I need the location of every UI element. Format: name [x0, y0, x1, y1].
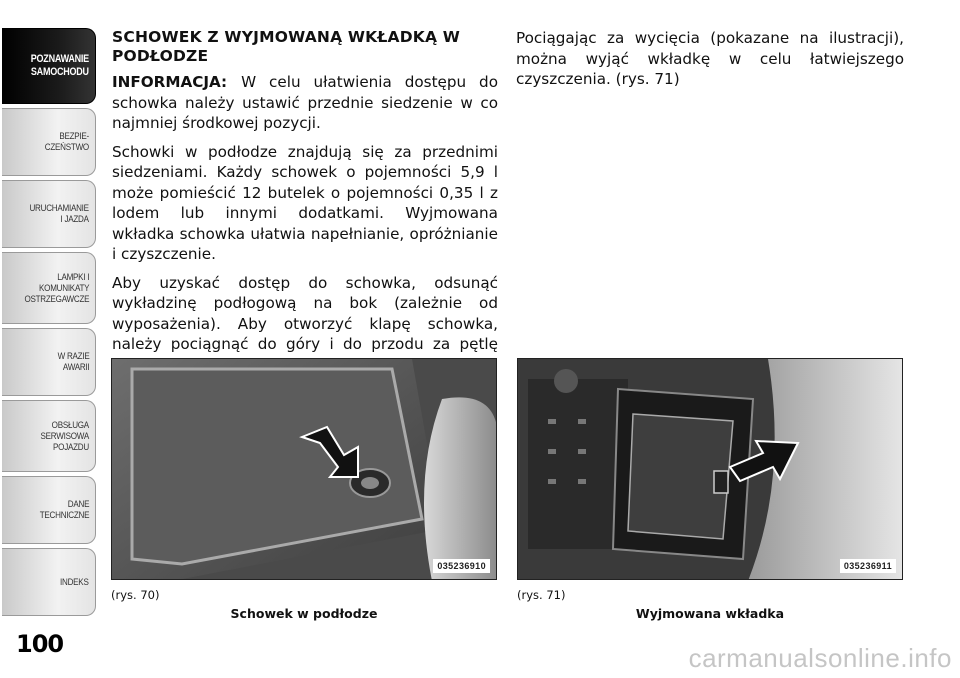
tab-w-razie-awarii[interactable]: [2, 328, 96, 396]
tab-label: OBSŁUGA SERWISOWA POJAZDU: [40, 419, 89, 453]
tab-indeks[interactable]: [2, 548, 96, 616]
tab-poznawanie-samochodu[interactable]: [2, 28, 96, 104]
tab-bezpieczenstwo[interactable]: [2, 108, 96, 176]
section-heading: SCHOWEK Z WYJMOWANĄ WKŁADKĄ W PODŁODZE: [112, 28, 461, 65]
removable-insert-illustration: [518, 359, 903, 580]
watermark: carmanualsonline.info: [688, 643, 952, 673]
figure-floor-bin: [111, 358, 497, 580]
figure-caption: Schowek w podłodze: [230, 606, 378, 621]
tab-obsluga-serwisowa[interactable]: [2, 400, 96, 472]
paragraph-remove-insert: Pociągając za wycięcia (pokazane na ilustracji), można wyjąć wkładkę w celu łatwiejszego czyszczenia. (rys. 71): [516, 29, 904, 88]
left-text-column: [112, 28, 498, 383]
tab-uruchamianie-i-jazda[interactable]: [2, 180, 96, 248]
tab-label: BEZPIE- CZEŃSTWO: [44, 131, 89, 153]
page-number: 100: [16, 630, 64, 658]
floor-bin-illustration: [112, 359, 497, 580]
info-paragraph: [112, 72, 498, 134]
chapter-sidebar: [0, 0, 100, 678]
paragraph-capacity: Schowki w podłodze znajdują się za przednimi siedzeniami. Każdy schowek o pojemności 5,9 l może pomieścić 12 butelek o pojemności 0,35 l z lodem lub innymi dodatkami. Wyjmowana wkładka schowka ułatwia napełnianie, opróżnianie i czyszczenie.: [112, 142, 498, 263]
figure-code: 035236910: [433, 559, 490, 573]
paragraph-access: Aby uzyskać dostęp do schowka, odsunąć wykładzinę podłogową na bok (zależnie od wyposażenia). Aby otworzyć klapę schowka, należy pociągnąć do góry i do przodu za pętlę: [112, 273, 498, 353]
figure-code: 035236911: [840, 559, 896, 573]
tab-label: DANE TECHNICZNE: [39, 499, 89, 521]
tab-label: URUCHAMIANIE I JAZDA: [29, 203, 89, 225]
figure-ref: (rys. 71): [517, 588, 566, 602]
tab-label: W RAZIE AWARII: [57, 351, 89, 373]
tab-lampki-i-komunikaty[interactable]: [2, 252, 96, 324]
tab-label: INDEKS: [60, 576, 89, 588]
figure-removable-insert: [517, 358, 903, 580]
tab-label: LAMPKI I KOMUNIKATY OSTRZEGAWCZE: [24, 271, 89, 305]
figure-ref: (rys. 70): [111, 588, 160, 602]
figure-caption: Wyjmowana wkładka: [635, 606, 785, 621]
tab-label: POZNAWANIE SAMOCHODU: [30, 53, 89, 78]
info-text: W celu ułatwienia dostępu do schowka należy ustawić przednie siedzenie w co najmniej środkowej pozycji.: [112, 73, 498, 132]
tab-dane-techniczne[interactable]: [2, 476, 96, 544]
info-label: INFORMACJA:: [112, 73, 228, 91]
right-text-column: [516, 28, 904, 98]
